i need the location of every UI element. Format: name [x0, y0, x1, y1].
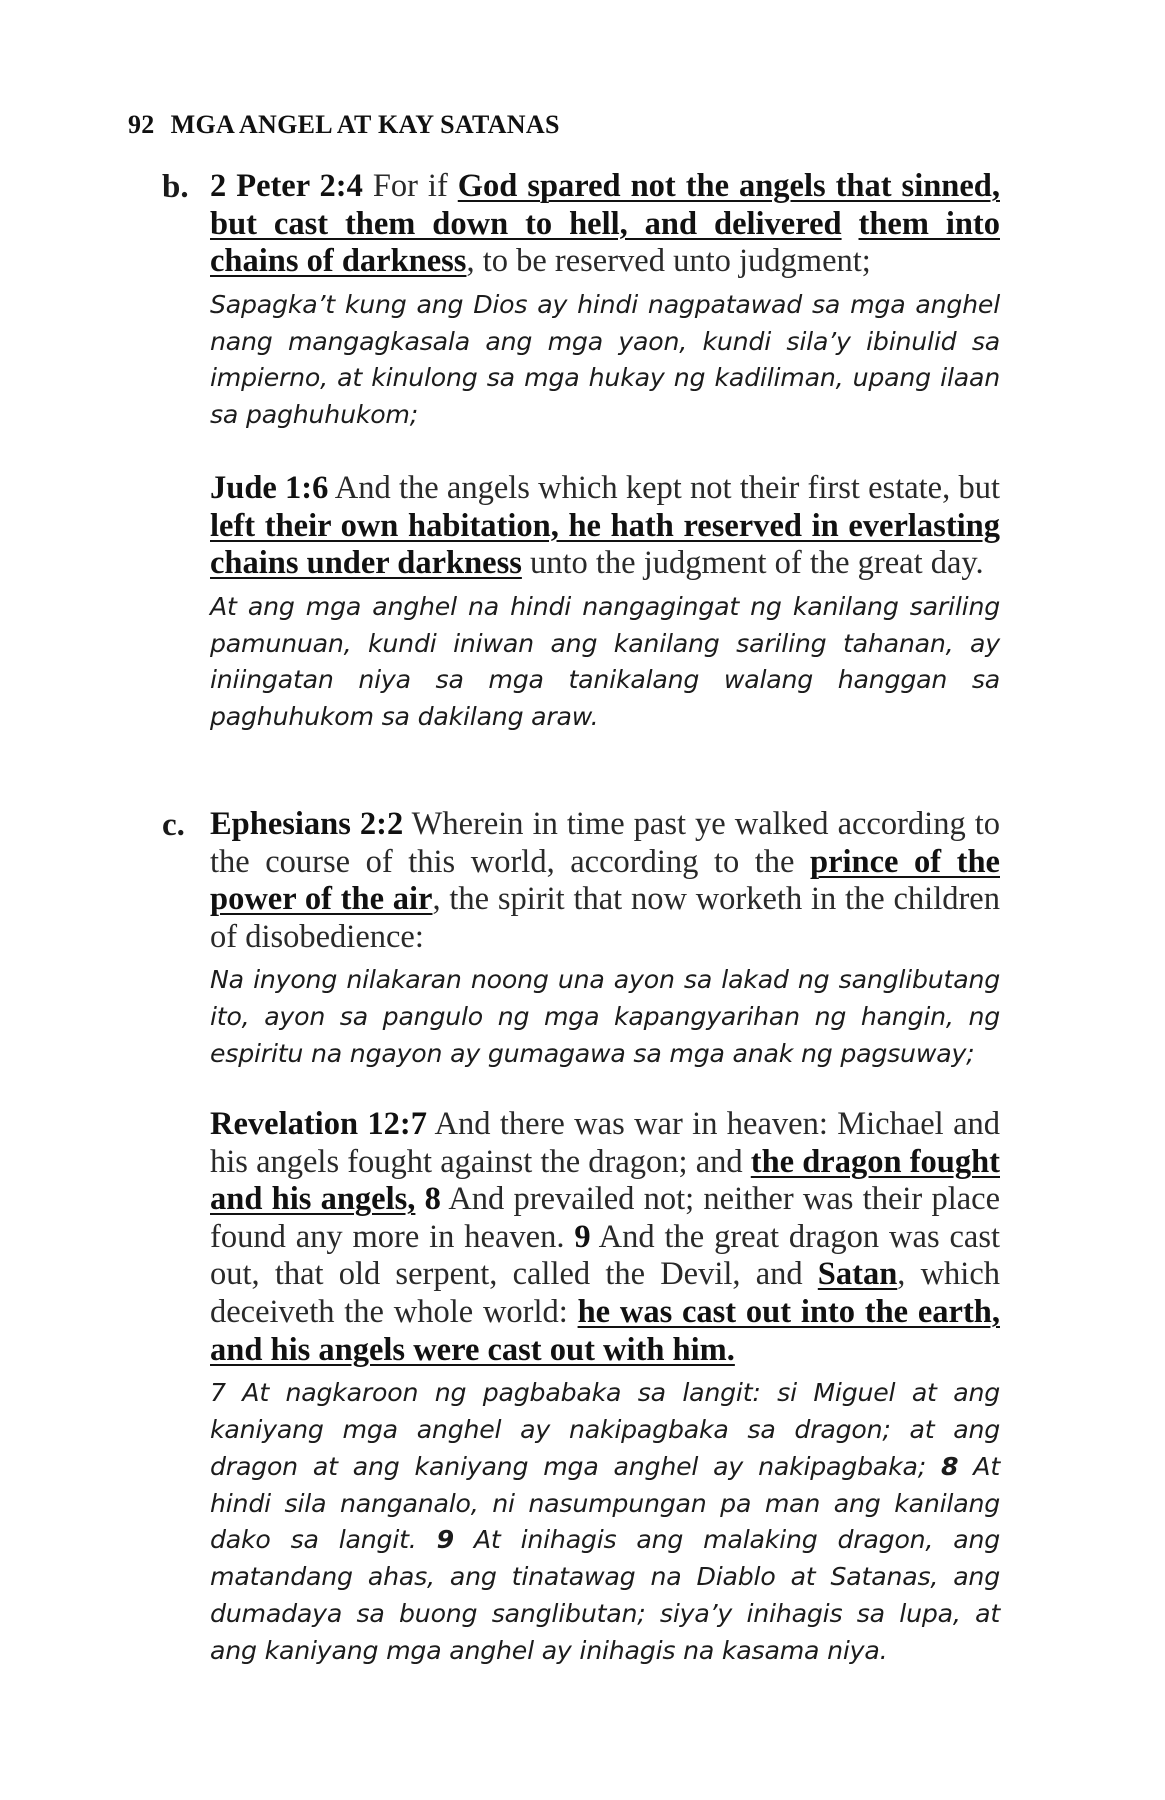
verse-reference: Ephesians 2:2 [210, 806, 404, 842]
verse-tagalog: 7 At nagkaroon ng pagbabaka sa langit: si Miguel at ang kaniyang mga anghel ay nakipagbaka sa dragon; at ang dragon at ang kaniyang mga anghel ay nakipagbaka; 8 At hindi sila nanganalo, ni nasumpungan pa man ang kanilang dako sa langit. 9 At inihagis ang malaking dragon, ang matandang ahas, ang tinatawag na Diablo at Satanas, ang dumadaya sa buong sanglibutan; siya’y inihagis sa lupa, at ang kaniyang mga anghel ay inihagis na kasama niya. [210, 1378, 1000, 1665]
verse-revelation-12-7 [210, 1106, 1000, 1670]
verse-number: 8 [940, 1451, 959, 1481]
verse-english: Jude 1:6 And the angels which kept not their first estate, but left their own habitation, he hath reserved in everlasting chains under darkness unto the judgment of the great day. [210, 470, 1000, 582]
verse-english: Revelation 12:7 And there was war in heaven: Michael and his angels fought against the dragon; and the dragon fought and his angels, 8 And prevailed not; neither was their place found any more in heaven. 9 And the great dragon was cast out, that old serpent, called the Devil, and Satan, which deceiveth the whole world: he was cast out into the earth, and his angels were cast out with him. [210, 1106, 1000, 1368]
verse-jude-1-6 [210, 470, 1000, 736]
emphasis: God spared not the angels that sinned, but cast them down to hell, and delivered [210, 168, 1000, 242]
emphasis: left their own habitation, he hath reserved in everlasting chains under darkness [210, 507, 1000, 582]
verse-reference: Jude 1:6 [210, 470, 329, 506]
emphasis: Satan [817, 1256, 898, 1293]
verse-tagalog: At ang mga anghel na hindi nangagingat ng kanilang sariling pamunuan, kundi iniwan ang kanilang sariling tahanan, ay iniingatan niya sa mga tanikalang walang hanggan sa paghuhukom sa dakilang araw. [210, 591, 1000, 732]
chapter-title: MGA ANGEL AT KAY SATANAS [170, 110, 560, 139]
verse-reference: 2 Peter 2:4 [210, 168, 363, 204]
verse-english: Ephesians 2:2 Wherein in time past ye walked according to the course of this world, according to the prince of the power of the air, the spirit that now worketh in the children of disobedience: [210, 806, 1000, 955]
page-number: 92 [128, 110, 155, 139]
emphasis: prince of the power of the air [210, 843, 1000, 918]
verse-english: 2 Peter 2:4 For if God spared not the angels that sinned, but cast them down to hell, and delivered them into chains of darkness, to be reserved unto judgment; [210, 168, 1000, 280]
emphasis: he was cast out into the earth, and his angels were cast out with him. [210, 1293, 1000, 1368]
verse-tagalog: Na inyong nilakaran noong una ayon sa lakad ng sanglibutang ito, ayon sa pangulo ng mga kapangyarihan ng hangin, ng espiritu na ngayon ay gumagawa sa mga anak ng pagsuway; [210, 965, 1000, 1068]
verse-reference: Revelation 12:7 [210, 1106, 427, 1142]
emphasis: them into [858, 205, 1000, 242]
section-marker-b: b. [162, 169, 189, 205]
running-header [128, 110, 560, 140]
section-marker-c: c. [162, 807, 185, 843]
verse-number: 9 [574, 1218, 591, 1255]
verse-tagalog: Sapagka’t kung ang Dios ay hindi nagpatawad sa mga anghel nang mangagkasala ang mga yaon, kundi sila’y ibinulid sa impierno, at kinulong sa mga hukay ng kadiliman, upang ilaan sa paghuhukom; [210, 289, 1000, 430]
verse-number: 9 [436, 1525, 454, 1555]
emphasis: chains of darkness [210, 243, 467, 280]
verse-ephesians-2-2 [210, 806, 1000, 1073]
verse-2-peter-2-4 [210, 168, 1000, 434]
emphasis: the dragon fought and his angels, [210, 1143, 1000, 1218]
verse-number: 8 [424, 1181, 441, 1218]
